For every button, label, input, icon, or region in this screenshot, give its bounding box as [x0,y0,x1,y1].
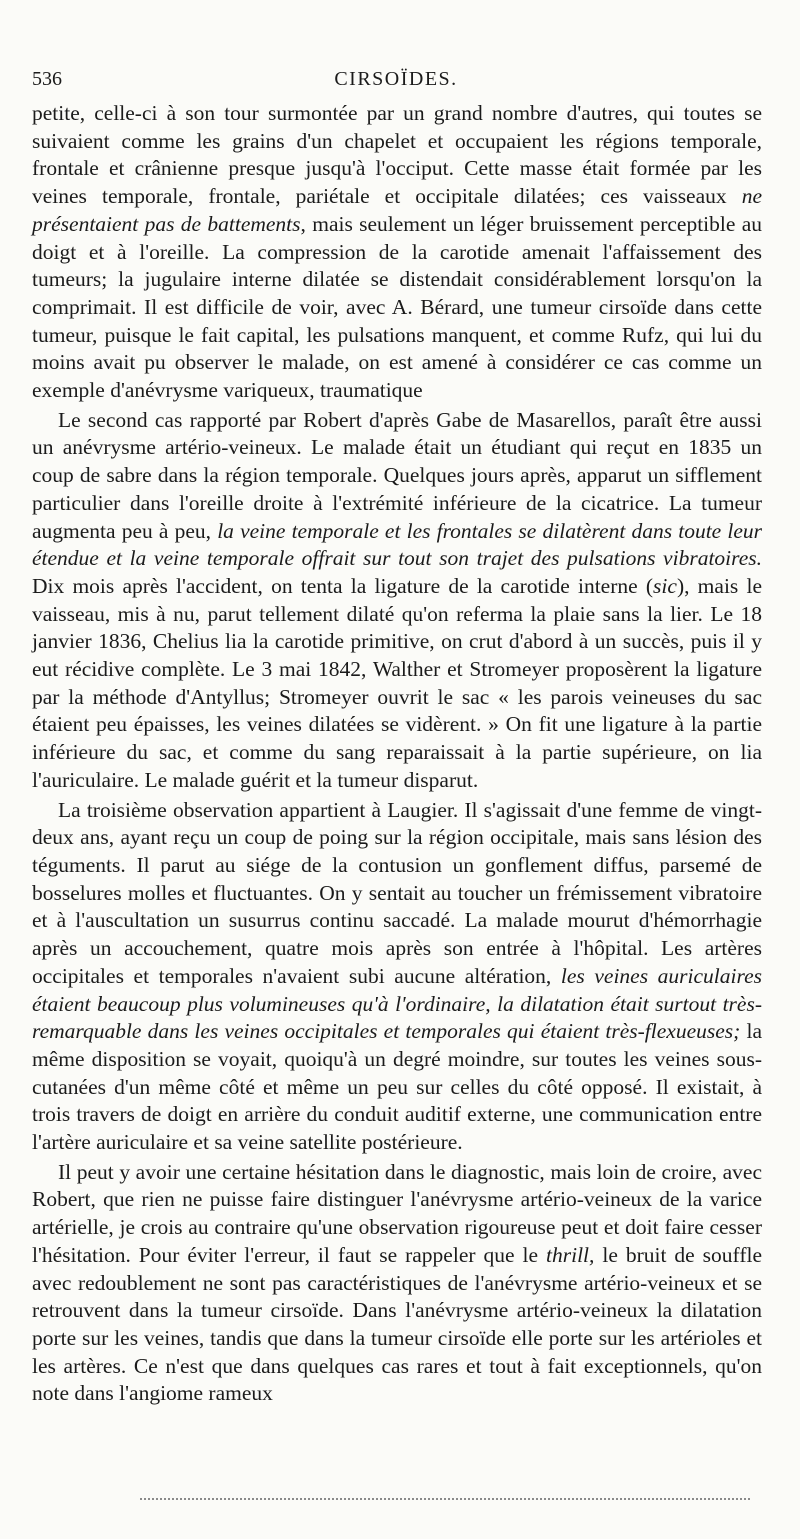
text-run: Le second cas rapporté par Robert d'après Gabe de Masarellos, paraît être aussi un anévrysme artério-veineux. Le malade était un étudiant qui reçut en 1835 un coup de sabre dans la région temporale. Quelques jours après, apparut un sifflement particulier dans l'oreille droite à l'extrémité inférieure de la cicatrice. La tumeur augmenta peu à peu, [32,407,762,543]
italic-text: ne présentaient pas de battements [32,184,762,236]
paragraph [32,797,762,1157]
italic-text: thrill, [546,1242,595,1267]
text-run: le bruit de souffle avec redoublement ne sont pas caractéristiques de l'anévrysme artério-veineux et se retrouvent dans la tumeur cirsoïde. Dans l'anévrysme artério-veineux la dilatation porte sur les veines, tandis que dans la tumeur cirsoïde elle porte sur les artérioles et les artères. Ce n'est que dans quelques cas rares et tout à fait exceptionnels, qu'on note dans l'angiome rameux [32,1242,762,1406]
page-number: 536 [32,68,62,90]
text-run: , mais seulement un léger bruissement perceptible au doigt et à l'oreille. La compression de la carotide amenait l'affaissement des tumeurs; la jugulaire interne dilatée se distendait considérablement lorsqu'on la comprimait. Il est difficile de voir, avec A. Bérard, une tumeur cirsoïde dans cette tumeur, puisque le fait capital, les pulsations manquent, et comme Rufz, qui lui du moins avait pu observer le malade, on est amené à considérer ce cas comme un exemple d'anévrysme variqueux, traumatique [32,211,763,403]
text-run: la même disposition se voyait, quoiqu'à un degré moindre, sur toutes les veines sous-cutanées d'un même côté et même un peu sur celles du côté opposé. Il existait, à trois travers de doigt en arrière du conduit auditif externe, une communication entre l'artère auriculaire et sa veine satellite postérieure. [32,1019,762,1155]
page-header [32,68,760,94]
text-run: Dix mois après l'accident, on tenta la ligature de la carotide interne ( [32,573,654,598]
italic-text: la veine temporale et les frontales se dilatèrent dans toute leur étendue et la veine temporale offrait sur tout son trajet des pulsations vibratoires. [32,518,763,571]
text-run: Il peut y avoir une certaine hésitation dans le diagnostic, mais loin de croire, avec Robert, que rien ne puisse faire distinguer l'anévrysme artério-veineux de la varice artérielle, je crois au contraire qu'une observation rigoureuse peut et doit faire cesser l'hésitation. Pour éviter l'erreur, il faut se rappeler que le [32,1159,762,1267]
italic-text: les veines auriculaires étaient beaucoup plus volumineuses qu'à l'ordinaire, la dilatation était surtout très-remarquable dans les veines occipitales et temporales qui étaient très-flexueuses; [32,963,762,1044]
footer-dotted-rule [140,1498,750,1500]
italic-text: sic [653,573,677,598]
text-run: petite, celle-ci à son tour surmontée par un grand nombre d'autres, qui toutes se suivaient comme les grains d'un chapelet et occupaient les régions temporale, frontale et crânienne presque jusqu'à l'occiput. Cette masse était formée par les veines temporale, frontale, pariétale et occipitale dilatées; ces vaisseaux [32,101,762,209]
running-head: CIRSOÏDES. [334,68,458,90]
paragraph [32,100,762,405]
paragraph [32,1159,762,1408]
paragraph [32,407,762,795]
text-run: La troisième observation appartient à Laugier. Il s'agissait d'une femme de vingt-deux ans, ayant reçu un coup de poing sur la région occipitale, mais sans lésion des téguments. Il parut au siége de la contusion un gonflement diffus, parsemé de bosselures molles et fluctuantes. On y sentait au toucher un frémissement vibratoire et à l'auscultation un susurrus continu saccadé. La malade mourut d'hémorrhagie après un accouchement, quatre mois après son entrée à l'hôpital. Les artères occipitales et temporales n'avaient subi aucune altération, [32,797,762,988]
body-text [32,100,762,1408]
text-run: ), mais le vaisseau, mis à nu, parut tellement dilaté qu'on referma la plaie sans la lier. Le 18 janvier 1836, Chelius lia la carotide primitive, on crut d'abord à un succès, puis il y eut récidive complète. Le 3 mai 1842, Walther et Stromeyer proposèrent la ligature par la méthode d'Antyllus; Stromeyer ouvrit le sac « les parois veineuses du sac étaient peu épaisses, les veines dilatées se vidèrent. » On fit une ligature à la partie inférieure du sac, et comme du sang reparaissait à la partie supérieure, on lia l'auriculaire. Le malade guérit et la tumeur disparut. [32,573,762,792]
